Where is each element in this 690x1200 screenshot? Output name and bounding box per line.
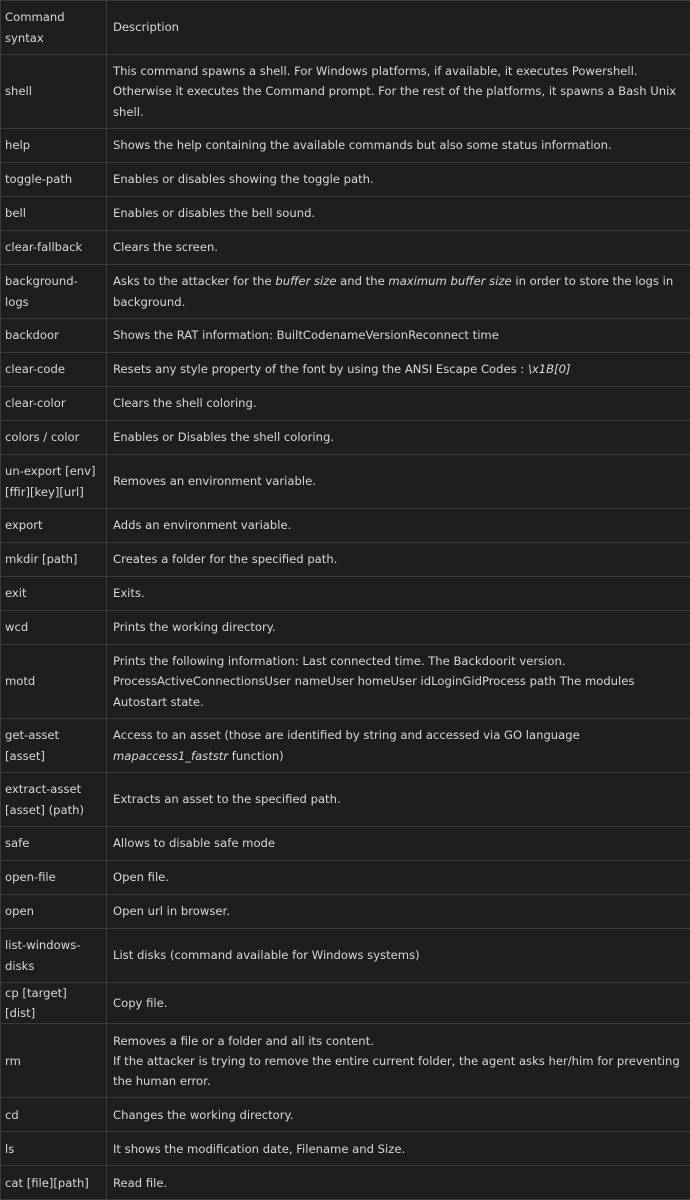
- description-cell: Shows the help containing the available commands but also some status information.: [107, 129, 690, 163]
- description-cell: Exits.: [107, 577, 690, 611]
- command-cell: cat [file][path]: [1, 1166, 107, 1200]
- command-cell: open-file: [1, 861, 107, 895]
- table-row: [1, 719, 690, 773]
- table-row: [1, 983, 690, 1024]
- command-cell: shell: [1, 55, 107, 129]
- description-emphasis: buffer size: [275, 274, 336, 288]
- command-cell: get-asset [asset]: [1, 719, 107, 773]
- table-row: [1, 611, 690, 645]
- description-cell: List disks (command available for Windows systems): [107, 929, 690, 983]
- command-cell: safe: [1, 827, 107, 861]
- description-cell: Open url in browser.: [107, 895, 690, 929]
- command-cell: background-logs: [1, 265, 107, 319]
- description-emphasis: \x1B[0]: [528, 362, 571, 376]
- command-cell: cp [target] [dist]: [1, 983, 107, 1024]
- table-row: [1, 861, 690, 895]
- description-cell: Extracts an asset to the specified path.: [107, 773, 690, 827]
- description-cell: This command spawns a shell. For Windows platforms, if available, it executes Powershell. Otherwise it executes the Command prompt. For the rest of the platforms, it spawns a Bash Unix shell.: [107, 55, 690, 129]
- table-row: [1, 1024, 690, 1098]
- description-cell: Adds an environment variable.: [107, 509, 690, 543]
- table-row: [1, 231, 690, 265]
- description-cell: Shows the RAT information: BuiltCodenameVersionReconnect time: [107, 319, 690, 353]
- command-cell: ls: [1, 1132, 107, 1166]
- table-row: [1, 387, 690, 421]
- description-line: If the attacker is trying to remove the entire current folder, the agent asks her/him for preventing the human error.: [113, 1054, 680, 1088]
- command-cell: help: [1, 129, 107, 163]
- table-row: [1, 929, 690, 983]
- table-row: [1, 645, 690, 719]
- description-cell: It shows the modification date, Filename and Size.: [107, 1132, 690, 1166]
- command-cell: extract-asset [asset] (path): [1, 773, 107, 827]
- table-row: [1, 319, 690, 353]
- table-row: [1, 827, 690, 861]
- table-row: [1, 773, 690, 827]
- command-cell: open: [1, 895, 107, 929]
- description-text: Asks to the attacker for the: [113, 274, 275, 288]
- command-cell: clear-code: [1, 353, 107, 387]
- table-row: [1, 543, 690, 577]
- table-row: [1, 55, 690, 129]
- command-cell: motd: [1, 645, 107, 719]
- table-row: [1, 197, 690, 231]
- description-cell: Prints the working directory.: [107, 611, 690, 645]
- command-cell: export: [1, 509, 107, 543]
- command-cell: toggle-path: [1, 163, 107, 197]
- header-command: Command syntax: [1, 1, 107, 55]
- command-cell: un-export [env] [ffir][key][url]: [1, 455, 107, 509]
- table-row: [1, 421, 690, 455]
- table-row: [1, 455, 690, 509]
- table-row: [1, 265, 690, 319]
- table-row: [1, 1098, 690, 1132]
- description-text: Resets any style property of the font by using the ANSI Escape Codes :: [113, 362, 528, 376]
- description-cell: Copy file.: [107, 983, 690, 1024]
- table-row: [1, 509, 690, 543]
- description-cell: [107, 353, 690, 387]
- description-cell: Enables or Disables the shell coloring.: [107, 421, 690, 455]
- description-cell: Removes an environment variable.: [107, 455, 690, 509]
- description-cell: Enables or disables the bell sound.: [107, 197, 690, 231]
- header-description: Description: [107, 1, 690, 55]
- description-cell: Prints the following information: Last connected time. The Backdoorit version. ProcessActiveConnectionsUser nameUser homeUser idLoginGidProcess path The modules Autostart state.: [107, 645, 690, 719]
- description-emphasis: mapaccess1_faststr: [113, 749, 228, 763]
- table-header-row: [1, 1, 690, 55]
- table-row: [1, 895, 690, 929]
- command-cell: exit: [1, 577, 107, 611]
- table-row: [1, 129, 690, 163]
- description-cell: Enables or disables showing the toggle path.: [107, 163, 690, 197]
- table-row: [1, 1166, 690, 1200]
- table-row: [1, 1132, 690, 1166]
- command-cell: rm: [1, 1024, 107, 1098]
- command-cell: wcd: [1, 611, 107, 645]
- command-cell: clear-fallback: [1, 231, 107, 265]
- description-cell: Creates a folder for the specified path.: [107, 543, 690, 577]
- description-text: Access to an asset (those are identified by string and accessed via GO language: [113, 728, 580, 742]
- description-cell: Read file.: [107, 1166, 690, 1200]
- description-cell: [107, 719, 690, 773]
- description-text: in order to store the logs in background.: [113, 274, 673, 308]
- command-cell: bell: [1, 197, 107, 231]
- description-cell: Open file.: [107, 861, 690, 895]
- description-cell: Clears the screen.: [107, 231, 690, 265]
- description-cell: [107, 1024, 690, 1098]
- description-emphasis: maximum buffer size: [388, 274, 511, 288]
- command-cell: backdoor: [1, 319, 107, 353]
- description-cell: Allows to disable safe mode: [107, 827, 690, 861]
- description-cell: Changes the working directory.: [107, 1098, 690, 1132]
- description-text: and the: [337, 274, 389, 288]
- table-row: [1, 577, 690, 611]
- command-cell: colors / color: [1, 421, 107, 455]
- table-row: [1, 353, 690, 387]
- description-cell: [107, 265, 690, 319]
- command-cell: list-windows-disks: [1, 929, 107, 983]
- description-cell: Clears the shell coloring.: [107, 387, 690, 421]
- description-line: Removes a file or a folder and all its content.: [113, 1034, 374, 1048]
- description-text: function): [228, 749, 284, 763]
- command-cell: clear-color: [1, 387, 107, 421]
- command-cell: mkdir [path]: [1, 543, 107, 577]
- table-row: [1, 163, 690, 197]
- command-cell: cd: [1, 1098, 107, 1132]
